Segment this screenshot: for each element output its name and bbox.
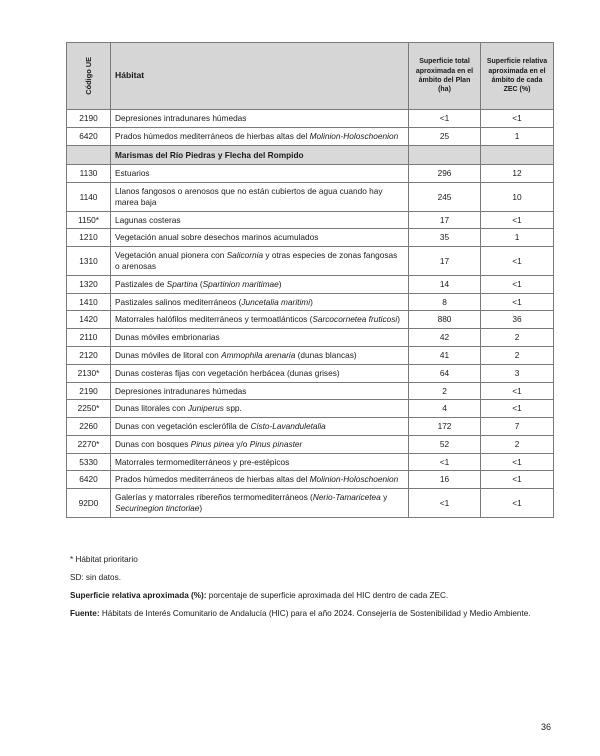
cell-habitat	[111, 471, 409, 489]
habitat-text: Pastizales salinos mediterráneos (	[115, 296, 242, 307]
habitat-text: spp.	[223, 403, 242, 414]
cell-total-surface: 8	[409, 293, 481, 311]
cell-code: 2250*	[67, 400, 111, 418]
habitat-text: Matorrales halófilos mediterráneos y termoatlánticos (	[115, 314, 313, 325]
cell-habitat	[111, 400, 409, 418]
habitat-text: (dunas blancas)	[295, 349, 357, 360]
table-row	[67, 489, 554, 518]
cell-code: 1150*	[67, 211, 111, 229]
cell-relative-surface: 1	[481, 127, 554, 145]
table-row	[67, 211, 554, 229]
habitat-table-container	[66, 42, 553, 518]
section-title: Marismas del Río Piedras y Flecha del Rompido	[111, 145, 409, 165]
species-name: Cisto-Lavanduletalia	[250, 421, 326, 432]
table-row	[67, 346, 554, 364]
table-body-top	[67, 110, 554, 146]
cell-code: 1420	[67, 311, 111, 329]
cell-habitat: Estuarios	[111, 165, 409, 183]
habitat-text: y/o	[234, 438, 250, 449]
species-name: Securinegion tinctoriae	[115, 502, 200, 513]
cell-total-surface: 880	[409, 311, 481, 329]
table-row	[67, 418, 554, 436]
habitat-text: Prados húmedos mediterráneos de hierbas altas del	[115, 474, 310, 485]
table-row	[67, 275, 554, 293]
species-name: Spartina	[166, 278, 198, 289]
cell-code: 1130	[67, 165, 111, 183]
species-name: Pinus pinea	[190, 438, 235, 449]
section-header-row	[67, 145, 554, 165]
habitat-text: )	[397, 314, 400, 325]
cell-code: 1140	[67, 183, 111, 212]
table-row	[67, 165, 554, 183]
species-name: Salicornia	[226, 250, 264, 261]
habitat-text: Dunas con vegetación esclerófila de	[115, 421, 251, 432]
header-code: Código UE	[67, 43, 111, 110]
cell-code: 2260	[67, 418, 111, 436]
cell-code: 2110	[67, 329, 111, 347]
cell-relative-surface: <1	[481, 211, 554, 229]
cell-habitat: Depresiones intradunares húmedas	[111, 382, 409, 400]
cell-code: 2130*	[67, 364, 111, 382]
table-row	[67, 293, 554, 311]
habitat-text: Dunas litorales con	[115, 403, 188, 414]
cell-relative-surface: 1	[481, 229, 554, 247]
cell-habitat: Llanos fangosos o arenosos que no están cubiertos de agua cuando hay marea baja	[111, 183, 409, 212]
cell-relative-surface: <1	[481, 400, 554, 418]
table-row	[67, 453, 554, 471]
habitat-text: )	[278, 278, 282, 289]
cell-relative-surface: <1	[481, 489, 554, 518]
table-row	[67, 229, 554, 247]
cell-relative-surface: <1	[481, 247, 554, 276]
species-name: Ammophila arenaria	[221, 349, 296, 360]
table-row	[67, 382, 554, 400]
header-relative-surface: Superficie relativa aproximada en el ámbito de cada ZEC (%)	[481, 43, 554, 110]
cell-habitat	[111, 293, 409, 311]
cell-habitat	[111, 346, 409, 364]
section-total-cell	[409, 145, 481, 165]
cell-total-surface: 14	[409, 275, 481, 293]
cell-total-surface: <1	[409, 453, 481, 471]
cell-habitat	[111, 247, 409, 276]
species-name: Molinion-Holoschoenion	[309, 130, 399, 141]
cell-habitat	[111, 435, 409, 453]
table-row	[67, 471, 554, 489]
footnote-source	[70, 609, 531, 618]
cell-total-surface: 64	[409, 364, 481, 382]
habitat-text: Prados húmedos mediterráneos de hierbas altas del	[115, 130, 310, 141]
cell-code: 6420	[67, 471, 111, 489]
table-row	[67, 400, 554, 418]
cell-total-surface: 16	[409, 471, 481, 489]
cell-relative-surface: <1	[481, 293, 554, 311]
habitat-text: Dunas con bosques	[115, 438, 191, 449]
cell-code: 6420	[67, 127, 111, 145]
cell-code: 1210	[67, 229, 111, 247]
footnote-relative	[70, 591, 448, 600]
table-row	[67, 435, 554, 453]
cell-total-surface: 245	[409, 183, 481, 212]
cell-total-surface: 41	[409, 346, 481, 364]
cell-relative-surface: 2	[481, 329, 554, 347]
cell-habitat: Dunas móviles embrionarias	[111, 329, 409, 347]
cell-total-surface: 42	[409, 329, 481, 347]
cell-relative-surface: 2	[481, 435, 554, 453]
cell-habitat	[111, 311, 409, 329]
cell-total-surface: 17	[409, 211, 481, 229]
cell-total-surface: <1	[409, 110, 481, 128]
cell-total-surface: <1	[409, 489, 481, 518]
cell-habitat	[111, 489, 409, 518]
species-name: Nerio-Tamaricetea	[312, 492, 381, 503]
habitat-text: )	[310, 296, 313, 307]
species-name: Spartinion maritimae	[202, 278, 279, 289]
cell-code: 5330	[67, 453, 111, 471]
species-name: Pinus pinaster	[249, 438, 303, 449]
footnote-relative-text: porcentaje de superficie aproximada del HIC dentro de cada ZEC.	[206, 591, 449, 600]
table-row	[67, 311, 554, 329]
cell-code: 2190	[67, 110, 111, 128]
table-row	[67, 364, 554, 382]
cell-total-surface: 4	[409, 400, 481, 418]
footnote-sd: SD: sin datos.	[70, 573, 121, 582]
cell-code: 92D0	[67, 489, 111, 518]
cell-relative-surface: <1	[481, 382, 554, 400]
species-name: Sarcocornetea fruticosi	[312, 314, 398, 325]
page-number: 36	[541, 722, 552, 732]
cell-relative-surface: <1	[481, 471, 554, 489]
cell-code: 1320	[67, 275, 111, 293]
cell-habitat: Lagunas costeras	[111, 211, 409, 229]
footnote-source-label: Fuente:	[70, 609, 100, 618]
cell-habitat	[111, 275, 409, 293]
cell-total-surface: 52	[409, 435, 481, 453]
habitat-text: )	[199, 502, 203, 513]
table-body-section	[67, 165, 554, 517]
cell-code: 2270*	[67, 435, 111, 453]
cell-habitat: Depresiones intradunares húmedas	[111, 110, 409, 128]
species-name: Juniperus	[187, 403, 224, 414]
table-row	[67, 110, 554, 128]
header-total-surface: Superficie total aproximada en el ámbito del Plan (ha)	[409, 43, 481, 110]
cell-total-surface: 296	[409, 165, 481, 183]
section-code-cell	[67, 145, 111, 165]
cell-total-surface: 25	[409, 127, 481, 145]
cell-habitat: Matorrales termomediterráneos y pre-estépicos	[111, 453, 409, 471]
header-habitat: Hábitat	[111, 43, 409, 110]
cell-total-surface: 2	[409, 382, 481, 400]
cell-code: 2190	[67, 382, 111, 400]
cell-relative-surface: 3	[481, 364, 554, 382]
cell-relative-surface: <1	[481, 453, 554, 471]
table-header-row	[67, 43, 554, 110]
cell-code: 1310	[67, 247, 111, 276]
habitat-text: Galerías y matorrales ribereños termomediterráneos (	[115, 492, 313, 503]
cell-total-surface: 172	[409, 418, 481, 436]
cell-relative-surface: 7	[481, 418, 554, 436]
habitat-text: Dunas móviles de litoral con	[115, 349, 222, 360]
table-row	[67, 247, 554, 276]
table-row	[67, 127, 554, 145]
cell-relative-surface: 12	[481, 165, 554, 183]
cell-code: 2120	[67, 346, 111, 364]
footnote-relative-label: Superficie relativa aproximada (%):	[70, 591, 207, 600]
cell-habitat	[111, 127, 409, 145]
habitat-text: Vegetación anual pionera con	[115, 250, 227, 261]
cell-relative-surface: <1	[481, 110, 554, 128]
cell-relative-surface: 2	[481, 346, 554, 364]
cell-total-surface: 17	[409, 247, 481, 276]
species-name: Molinion-Holoschoenion	[309, 474, 399, 485]
footnote-source-text: Hábitats de Interés Comunitario de Andalucía (HIC) para el año 2024. Consejería de Sostenibilidad y Medio Ambiente.	[99, 609, 531, 618]
habitat-text: y	[380, 492, 388, 503]
habitat-table	[66, 42, 554, 518]
habitat-text: (	[197, 278, 203, 289]
species-name: Juncetalia maritimi	[241, 296, 311, 307]
cell-relative-surface: <1	[481, 275, 554, 293]
section-rel-cell	[481, 145, 554, 165]
cell-relative-surface: 10	[481, 183, 554, 212]
cell-habitat: Vegetación anual sobre desechos marinos acumulados	[111, 229, 409, 247]
cell-relative-surface: 36	[481, 311, 554, 329]
section-body	[67, 145, 554, 165]
cell-habitat: Dunas costeras fijas con vegetación herbácea (dunas grises)	[111, 364, 409, 382]
table-row	[67, 183, 554, 212]
cell-habitat	[111, 418, 409, 436]
footnote-priority: * Hábitat prioritario	[70, 555, 138, 564]
habitat-text: y otras especies de zonas fangosas o arenosas	[115, 250, 398, 272]
table-row	[67, 329, 554, 347]
habitat-text: Pastizales de	[115, 278, 167, 289]
cell-code: 1410	[67, 293, 111, 311]
cell-total-surface: 35	[409, 229, 481, 247]
